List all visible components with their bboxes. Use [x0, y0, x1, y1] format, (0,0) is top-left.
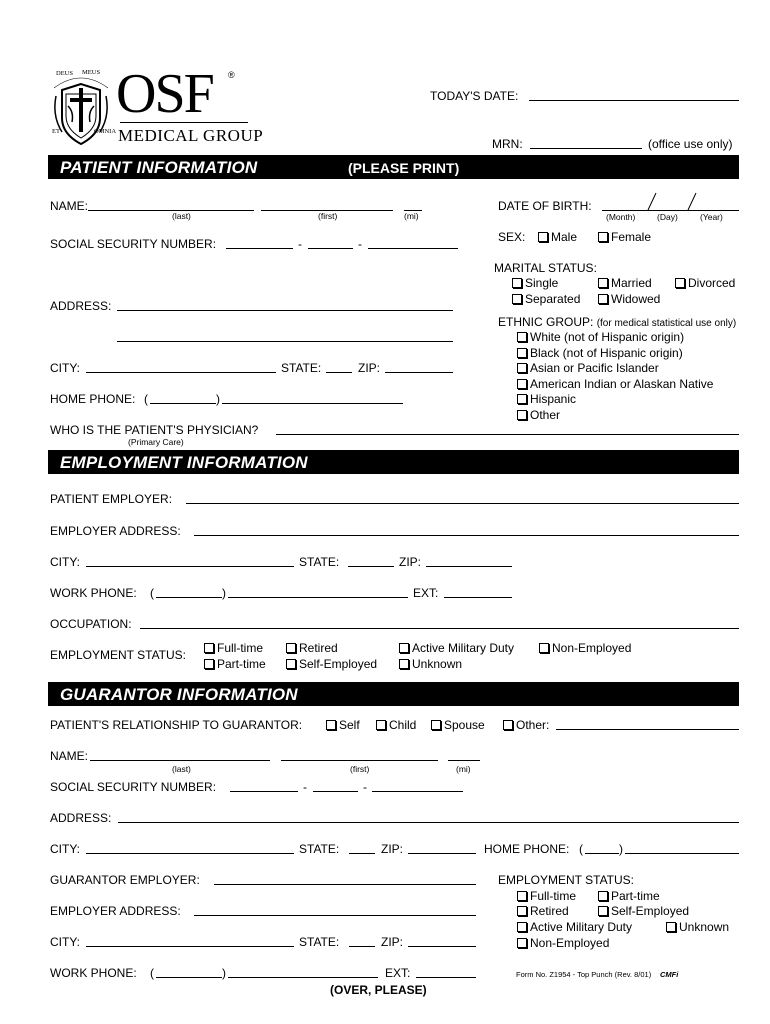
- checkbox-icon: [399, 643, 409, 653]
- g-home-paren-open: (: [579, 842, 583, 856]
- g-emp-city-field[interactable]: [86, 946, 294, 947]
- mrn-field[interactable]: [530, 148, 642, 149]
- g-emp-parttime-checkbox[interactable]: [598, 889, 660, 903]
- g-emp-zip-field[interactable]: [408, 946, 476, 947]
- ethnic-group-label: [498, 315, 736, 331]
- g-emp-state-label: STATE:: [299, 935, 340, 949]
- g-ssn-field-1[interactable]: [230, 791, 298, 792]
- g-work-ext-field[interactable]: [416, 977, 476, 978]
- occupation-field[interactable]: [140, 628, 739, 629]
- g-work-area-field[interactable]: [156, 977, 222, 978]
- checkbox-icon: [376, 720, 386, 730]
- g-emp-military-checkbox[interactable]: [517, 920, 632, 934]
- zip-field[interactable]: [385, 372, 453, 373]
- option-label: Female: [611, 230, 652, 244]
- g-work-ext-label: EXT:: [385, 966, 411, 980]
- guarantor-state-label: STATE:: [299, 842, 340, 856]
- checkbox-icon: [326, 720, 336, 730]
- emp-fulltime-checkbox[interactable]: [204, 641, 263, 655]
- checkbox-icon: [538, 232, 548, 242]
- patient-info-header: [48, 155, 739, 179]
- checkbox-icon: [517, 891, 527, 901]
- seal-text-omnia: OMNIA: [94, 128, 117, 135]
- g-emp-city-label: CITY:: [50, 935, 81, 949]
- option-label: Non-Employed: [552, 641, 632, 655]
- guarantor-mi-field[interactable]: [448, 760, 480, 761]
- option-label: Asian or Pacific Islander: [530, 361, 659, 375]
- state-label: STATE:: [281, 361, 322, 375]
- relationship-label: PATIENT'S RELATIONSHIP TO GUARANTOR:: [50, 718, 303, 732]
- state-field[interactable]: [326, 372, 352, 373]
- paren-open: (: [144, 392, 148, 406]
- emp-retired-checkbox[interactable]: [286, 641, 338, 655]
- checkbox-icon: [598, 278, 608, 288]
- guarantor-ssn-label: SOCIAL SECURITY NUMBER:: [50, 780, 217, 794]
- logo-name: OSF: [116, 63, 213, 125]
- cmfi-mark: CMFi: [660, 970, 679, 979]
- checkbox-icon: [517, 938, 527, 948]
- checkbox-icon: [598, 891, 608, 901]
- guarantor-employer-address-field[interactable]: [194, 915, 476, 916]
- guarantor-state-field[interactable]: [349, 853, 375, 854]
- patient-last-name-field[interactable]: [88, 210, 254, 211]
- emp-selfemployed-checkbox[interactable]: [286, 657, 377, 671]
- emp-parttime-checkbox[interactable]: [204, 657, 266, 671]
- guarantor-city-field[interactable]: [86, 853, 294, 854]
- option-label: Non-Employed: [530, 936, 610, 950]
- year-caption: (Year): [700, 212, 723, 222]
- marital-married-checkbox[interactable]: [598, 276, 652, 290]
- checkbox-icon: [517, 348, 527, 358]
- ethnic-american-indian-checkbox[interactable]: [517, 377, 713, 391]
- primary-care-caption: (Primary Care): [128, 437, 184, 447]
- checkbox-icon: [399, 659, 409, 669]
- g-work-phone-field[interactable]: [228, 977, 378, 978]
- checkbox-icon: [598, 294, 608, 304]
- logo-rule: [120, 122, 248, 123]
- g-ssn-field-2[interactable]: [313, 791, 358, 792]
- option-label: Active Military Duty: [412, 641, 515, 655]
- rel-self-checkbox[interactable]: [326, 718, 360, 732]
- todays-date-field[interactable]: [529, 100, 739, 101]
- todays-date-label: TODAY'S DATE:: [430, 89, 519, 103]
- guarantor-employer-label: GUARANTOR EMPLOYER:: [50, 873, 200, 887]
- option-label: Male: [551, 230, 578, 244]
- checkbox-icon: [517, 394, 527, 404]
- city-field[interactable]: [86, 372, 276, 373]
- first-caption: (first): [318, 211, 338, 221]
- employment-info-title: EMPLOYMENT INFORMATION: [60, 453, 308, 472]
- form-number: Form No. Z1954 - Top Punch (Rev. 8/01): [516, 970, 652, 979]
- patient-name-label: NAME:: [50, 199, 89, 213]
- employer-state-field[interactable]: [348, 566, 394, 567]
- ethnic-white-checkbox[interactable]: [517, 330, 684, 344]
- marital-single-checkbox[interactable]: [512, 276, 558, 290]
- ssn-dash-1: -: [298, 237, 302, 251]
- g-work-paren-open: (: [150, 966, 154, 980]
- guarantor-address-label: ADDRESS:: [50, 811, 112, 825]
- guarantor-home-phone-field[interactable]: [625, 853, 739, 854]
- option-label: Black (not of Hispanic origin): [530, 346, 683, 360]
- g-emp-zip-label: ZIP:: [381, 935, 404, 949]
- option-label: Separated: [525, 292, 581, 306]
- work-phone-field[interactable]: [228, 597, 408, 598]
- g-last-caption: (last): [172, 764, 191, 774]
- occupation-label: OCCUPATION:: [50, 617, 132, 631]
- checkbox-icon: [512, 278, 522, 288]
- option-label: Child: [389, 718, 417, 732]
- ethnic-black-checkbox[interactable]: [517, 346, 683, 360]
- physician-field[interactable]: [276, 434, 739, 435]
- g-emp-state-field[interactable]: [349, 946, 375, 947]
- checkbox-icon: [517, 363, 527, 373]
- employer-address-label: EMPLOYER ADDRESS:: [50, 524, 181, 538]
- guarantor-home-phone-label: HOME PHONE:: [484, 842, 570, 856]
- g-mi-caption: (mi): [456, 764, 471, 774]
- ethnic-other-checkbox[interactable]: [517, 408, 560, 422]
- marital-status-label: MARITAL STATUS:: [494, 261, 597, 275]
- checkbox-icon: [666, 922, 676, 932]
- g-home-paren-close: ): [619, 842, 623, 856]
- sex-label: SEX:: [498, 230, 526, 244]
- patient-info-title: PATIENT INFORMATION: [60, 158, 258, 177]
- checkbox-icon: [517, 332, 527, 342]
- employer-zip-label: ZIP:: [399, 555, 422, 569]
- guarantor-employer-address-label: EMPLOYER ADDRESS:: [50, 904, 181, 918]
- zip-label: ZIP:: [358, 361, 381, 375]
- address-field-1[interactable]: [117, 310, 453, 311]
- seal-icon: [48, 66, 117, 152]
- g-employment-status-label: EMPLOYMENT STATUS:: [498, 873, 635, 887]
- g-emp-fulltime-checkbox[interactable]: [517, 889, 576, 903]
- option-label: Unknown: [412, 657, 463, 671]
- home-phone-field[interactable]: [222, 403, 403, 404]
- option-label: Part-time: [217, 657, 266, 671]
- checkbox-icon: [512, 294, 522, 304]
- checkbox-icon: [517, 410, 527, 420]
- seal-text-et: ET: [52, 128, 60, 135]
- checkbox-icon: [204, 643, 214, 653]
- guarantor-address-field[interactable]: [118, 822, 739, 823]
- paren-close: ): [216, 392, 220, 406]
- guarantor-employer-field[interactable]: [214, 884, 476, 885]
- home-phone-label: HOME PHONE:: [50, 392, 136, 406]
- guarantor-last-name-field[interactable]: [90, 760, 270, 761]
- option-label: Married: [611, 276, 652, 290]
- address-field-2[interactable]: [117, 341, 453, 342]
- employment-info-header: [48, 450, 739, 474]
- option-label: Divorced: [688, 276, 736, 290]
- checkbox-icon: [598, 232, 608, 242]
- work-paren-open: (: [150, 586, 154, 600]
- home-phone-area-field[interactable]: [150, 403, 216, 404]
- rel-other-checkbox[interactable]: [503, 718, 549, 732]
- employer-zip-field[interactable]: [426, 566, 512, 567]
- mi-caption: (mi): [404, 211, 419, 221]
- option-label: Hispanic: [530, 392, 577, 406]
- last-caption: (last): [172, 211, 191, 221]
- employer-address-field[interactable]: [194, 535, 739, 536]
- emp-unknown-checkbox[interactable]: [399, 657, 462, 671]
- work-phone-area-field[interactable]: [156, 597, 222, 598]
- g-first-caption: (first): [350, 764, 370, 774]
- g-emp-retired-checkbox[interactable]: [517, 904, 569, 918]
- emp-military-checkbox[interactable]: [399, 641, 514, 655]
- checkbox-icon: [431, 720, 441, 730]
- over-please: (OVER, PLEASE): [330, 983, 427, 997]
- option-label: Self-Employed: [611, 904, 690, 918]
- marital-separated-checkbox[interactable]: [512, 292, 580, 306]
- guarantor-info-header: [48, 682, 739, 706]
- g-ssn-field-3[interactable]: [372, 791, 463, 792]
- registered-mark: ®: [228, 70, 235, 80]
- emp-nonemployed-checkbox[interactable]: [539, 641, 631, 655]
- work-ext-field[interactable]: [444, 597, 512, 598]
- city-label: CITY:: [50, 361, 81, 375]
- option-label: Single: [525, 276, 559, 290]
- option-label: Self-Employed: [299, 657, 378, 671]
- guarantor-city-label: CITY:: [50, 842, 81, 856]
- checkbox-icon: [598, 906, 608, 916]
- checkbox-icon: [675, 278, 685, 288]
- address-label: ADDRESS:: [50, 299, 112, 313]
- rel-spouse-checkbox[interactable]: [431, 718, 485, 732]
- guarantor-home-area-field[interactable]: [585, 853, 619, 854]
- work-paren-close: ): [222, 586, 226, 600]
- employer-state-label: STATE:: [299, 555, 340, 569]
- option-label: Other:: [516, 718, 550, 732]
- rel-other-field[interactable]: [556, 729, 739, 730]
- work-ext-label: EXT:: [413, 586, 439, 600]
- rel-child-checkbox[interactable]: [376, 718, 416, 732]
- mrn-note: (office use only): [648, 137, 733, 151]
- marital-divorced-checkbox[interactable]: [675, 276, 735, 290]
- guarantor-zip-field[interactable]: [408, 853, 476, 854]
- option-label: Full-time: [217, 641, 264, 655]
- ethnic-asian-checkbox[interactable]: [517, 361, 659, 375]
- option-label: Retired: [299, 641, 338, 655]
- ssn-label: SOCIAL SECURITY NUMBER:: [50, 237, 217, 251]
- patient-employer-field[interactable]: [186, 503, 739, 504]
- seal-text-meus: MEUS: [82, 69, 101, 76]
- guarantor-name-label: NAME:: [50, 749, 89, 763]
- checkbox-icon: [539, 643, 549, 653]
- physician-label: WHO IS THE PATIENT'S PHYSICIAN?: [50, 423, 259, 437]
- guarantor-first-name-field[interactable]: [281, 760, 438, 761]
- checkbox-icon: [286, 643, 296, 653]
- ssn-field-1[interactable]: [226, 248, 293, 249]
- guarantor-info-title: GUARANTOR INFORMATION: [60, 685, 298, 704]
- mrn-label: MRN:: [492, 137, 523, 151]
- option-label: Self: [339, 718, 360, 732]
- ssn-field-2[interactable]: [308, 248, 353, 249]
- employment-status-label: EMPLOYMENT STATUS:: [50, 648, 187, 662]
- guarantor-zip-label: ZIP:: [381, 842, 404, 856]
- ssn-dash-2: -: [358, 237, 362, 251]
- option-label: Widowed: [611, 292, 661, 306]
- seal-text-deus: DEUS: [56, 70, 73, 77]
- option-label: Spouse: [444, 718, 485, 732]
- ethnic-group-note: (for medical statistical use only): [596, 318, 737, 329]
- option-label: Active Military Duty: [530, 920, 633, 934]
- patient-employer-label: PATIENT EMPLOYER:: [50, 492, 173, 506]
- dob-label: DATE OF BIRTH:: [498, 199, 592, 213]
- g-work-phone-label: WORK PHONE:: [50, 966, 137, 980]
- ethnic-hispanic-checkbox[interactable]: [517, 392, 576, 406]
- option-label: Full-time: [530, 889, 577, 903]
- ethnic-group-text: ETHNIC GROUP:: [498, 315, 594, 329]
- dob-slashes-icon: [646, 192, 706, 212]
- osf-logo: [48, 63, 264, 154]
- checkbox-icon: [204, 659, 214, 669]
- option-label: Retired: [530, 904, 569, 918]
- option-label: White (not of Hispanic origin): [530, 330, 685, 344]
- marital-widowed-checkbox[interactable]: [598, 292, 660, 306]
- g-emp-selfemployed-checkbox[interactable]: [598, 904, 689, 918]
- option-label: Unknown: [679, 920, 730, 934]
- ssn-field-3[interactable]: [368, 248, 458, 249]
- option-label: American Indian or Alaskan Native: [530, 377, 714, 391]
- checkbox-icon: [517, 379, 527, 389]
- g-work-paren-close: ): [222, 966, 226, 980]
- option-label: Other: [530, 408, 561, 422]
- day-caption: (Day): [657, 212, 678, 222]
- g-emp-unknown-checkbox[interactable]: [666, 920, 729, 934]
- sex-male-checkbox[interactable]: [538, 230, 577, 244]
- sex-female-checkbox[interactable]: [598, 230, 651, 244]
- g-emp-nonemployed-checkbox[interactable]: [517, 936, 609, 950]
- checkbox-icon: [517, 906, 527, 916]
- g-ssn-dash-1: -: [303, 780, 307, 794]
- option-label: Part-time: [611, 889, 660, 903]
- employer-city-field[interactable]: [86, 566, 294, 567]
- checkbox-icon: [517, 922, 527, 932]
- employer-city-label: CITY:: [50, 555, 81, 569]
- g-ssn-dash-2: -: [363, 780, 367, 794]
- checkbox-icon: [286, 659, 296, 669]
- checkbox-icon: [503, 720, 513, 730]
- logo-sub: MEDICAL GROUP: [118, 126, 264, 145]
- work-phone-label: WORK PHONE:: [50, 586, 137, 600]
- month-caption: (Month): [606, 212, 636, 222]
- please-print-label: (PLEASE PRINT): [348, 160, 460, 176]
